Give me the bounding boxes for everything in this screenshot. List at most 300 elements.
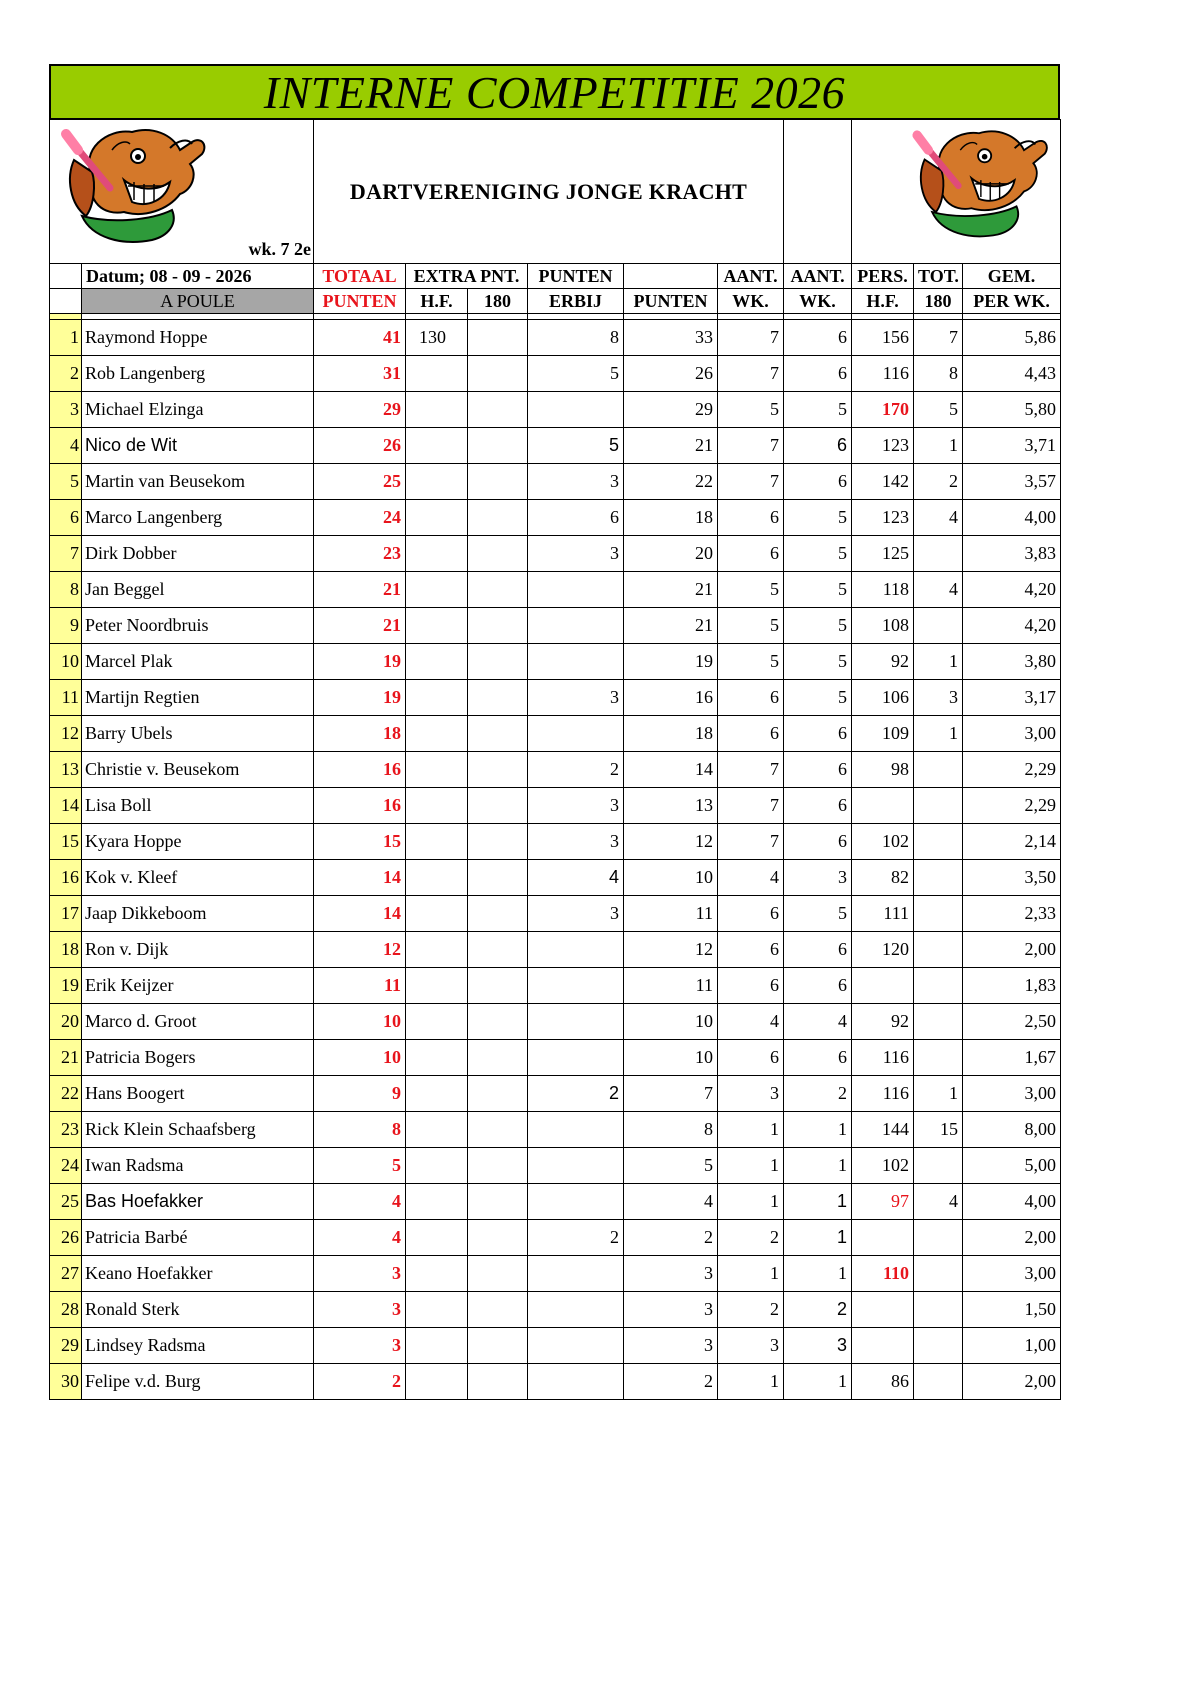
weeks-2: 4	[784, 1004, 852, 1040]
c180-value	[468, 752, 528, 788]
c180-value	[468, 1004, 528, 1040]
table-row	[50, 536, 1061, 572]
header-rank-blank	[50, 264, 82, 289]
weeks-1: 6	[718, 896, 784, 932]
total-points: 3	[314, 1328, 406, 1364]
total-points: 11	[314, 968, 406, 1004]
punten-value: 10	[624, 1004, 718, 1040]
pers-hf-value: 118	[852, 572, 914, 608]
total-points: 16	[314, 788, 406, 824]
banner-blank-cell	[784, 120, 852, 264]
c180-value	[468, 428, 528, 464]
table-row	[50, 320, 1061, 356]
c180-value	[468, 680, 528, 716]
c180-value	[468, 716, 528, 752]
tot-180-value	[914, 1148, 963, 1184]
rank: 3	[50, 392, 82, 428]
hf-value	[406, 1148, 468, 1184]
hf-value	[406, 968, 468, 1004]
punten-value: 8	[624, 1112, 718, 1148]
weeks-2: 2	[784, 1292, 852, 1328]
hf-value	[406, 572, 468, 608]
hf-value	[406, 1220, 468, 1256]
average-per-week: 3,83	[963, 536, 1061, 572]
tot-180-value: 5	[914, 392, 963, 428]
weeks-1: 1	[718, 1184, 784, 1220]
total-points: 3	[314, 1292, 406, 1328]
erbij-value	[528, 1184, 624, 1220]
average-per-week: 5,80	[963, 392, 1061, 428]
c180-value	[468, 572, 528, 608]
weeks-2: 6	[784, 716, 852, 752]
header-tot-180: 180	[914, 289, 963, 314]
weeks-2: 6	[784, 932, 852, 968]
punten-value: 14	[624, 752, 718, 788]
tot-180-value: 8	[914, 356, 963, 392]
punten-value: 5	[624, 1148, 718, 1184]
table-row	[50, 680, 1061, 716]
tot-180-value: 15	[914, 1112, 963, 1148]
weeks-2: 1	[784, 1184, 852, 1220]
c180-value	[468, 1256, 528, 1292]
average-per-week: 3,00	[963, 1076, 1061, 1112]
rank: 27	[50, 1256, 82, 1292]
total-points: 9	[314, 1076, 406, 1112]
hf-value	[406, 500, 468, 536]
weeks-2: 1	[784, 1256, 852, 1292]
weeks-2: 5	[784, 680, 852, 716]
club-name: DARTVERENIGING JONGE KRACHT	[314, 120, 784, 264]
weeks-1: 7	[718, 824, 784, 860]
weeks-1: 5	[718, 608, 784, 644]
rank: 11	[50, 680, 82, 716]
average-per-week: 4,43	[963, 356, 1061, 392]
table-row	[50, 644, 1061, 680]
tot-180-value	[914, 860, 963, 896]
weeks-1: 1	[718, 1364, 784, 1400]
hf-value	[406, 1040, 468, 1076]
header-punten: PUNTEN	[624, 289, 718, 314]
rank: 24	[50, 1148, 82, 1184]
average-per-week: 1,00	[963, 1328, 1061, 1364]
tot-180-value	[914, 752, 963, 788]
header-rank-blank-2	[50, 289, 82, 314]
header-totaal-punten: PUNTEN	[314, 289, 406, 314]
total-points: 12	[314, 932, 406, 968]
header-totaal: TOTAAL	[314, 264, 406, 289]
tot-180-value: 7	[914, 320, 963, 356]
hf-value	[406, 1004, 468, 1040]
hf-value: 130	[406, 320, 468, 356]
player-rows	[50, 320, 1061, 1400]
tot-180-value: 1	[914, 644, 963, 680]
erbij-value	[528, 1364, 624, 1400]
punten-value: 12	[624, 824, 718, 860]
player-name: Barry Ubels	[82, 716, 314, 752]
c180-value	[468, 608, 528, 644]
pers-hf-value: 142	[852, 464, 914, 500]
total-points: 15	[314, 824, 406, 860]
average-per-week: 2,00	[963, 932, 1061, 968]
total-points: 23	[314, 536, 406, 572]
rank: 23	[50, 1112, 82, 1148]
weeks-2: 6	[784, 752, 852, 788]
pers-hf-value: 102	[852, 824, 914, 860]
header-aant-1: AANT.	[718, 264, 784, 289]
table-row	[50, 1148, 1061, 1184]
weeks-2: 6	[784, 464, 852, 500]
pers-hf-value: 106	[852, 680, 914, 716]
c180-value	[468, 1364, 528, 1400]
average-per-week: 3,57	[963, 464, 1061, 500]
hf-value	[406, 644, 468, 680]
rank: 14	[50, 788, 82, 824]
player-name: Kok v. Kleef	[82, 860, 314, 896]
rank: 16	[50, 860, 82, 896]
erbij-value: 3	[528, 464, 624, 500]
header-punten-top: PUNTEN	[528, 264, 624, 289]
pers-hf-value: 156	[852, 320, 914, 356]
table-row	[50, 1112, 1061, 1148]
c180-value	[468, 860, 528, 896]
weeks-2: 5	[784, 608, 852, 644]
dog-mascot-icon	[904, 120, 1054, 249]
weeks-2: 5	[784, 536, 852, 572]
player-name: Ronald Sterk	[82, 1292, 314, 1328]
weeks-1: 5	[718, 392, 784, 428]
standings-table	[49, 119, 1061, 1400]
table-row	[50, 968, 1061, 1004]
weeks-2: 5	[784, 392, 852, 428]
punten-value: 16	[624, 680, 718, 716]
rank: 30	[50, 1364, 82, 1400]
erbij-value	[528, 1292, 624, 1328]
erbij-value: 5	[528, 356, 624, 392]
erbij-value	[528, 1112, 624, 1148]
weeks-2: 1	[784, 1112, 852, 1148]
hf-value	[406, 896, 468, 932]
pers-hf-value	[852, 1328, 914, 1364]
punten-value: 11	[624, 968, 718, 1004]
table-row	[50, 428, 1061, 464]
total-points: 25	[314, 464, 406, 500]
average-per-week: 2,29	[963, 752, 1061, 788]
rank: 19	[50, 968, 82, 1004]
weeks-1: 2	[718, 1220, 784, 1256]
total-points: 4	[314, 1184, 406, 1220]
weeks-1: 7	[718, 464, 784, 500]
pers-hf-value: 98	[852, 752, 914, 788]
weeks-2: 6	[784, 428, 852, 464]
weeks-2: 6	[784, 824, 852, 860]
weeks-2: 6	[784, 356, 852, 392]
tot-180-value	[914, 896, 963, 932]
average-per-week: 2,14	[963, 824, 1061, 860]
player-name: Keano Hoefakker	[82, 1256, 314, 1292]
player-name: Felipe v.d. Burg	[82, 1364, 314, 1400]
banner-right-logo-cell	[852, 120, 1061, 264]
player-name: Martijn Regtien	[82, 680, 314, 716]
weeks-1: 1	[718, 1148, 784, 1184]
rank: 2	[50, 356, 82, 392]
erbij-value: 6	[528, 500, 624, 536]
average-per-week: 1,67	[963, 1040, 1061, 1076]
player-name: Erik Keijzer	[82, 968, 314, 1004]
weeks-1: 4	[718, 860, 784, 896]
pers-hf-value: 102	[852, 1148, 914, 1184]
weeks-1: 7	[718, 428, 784, 464]
player-name: Lindsey Radsma	[82, 1328, 314, 1364]
tot-180-value: 1	[914, 1076, 963, 1112]
weeks-2: 5	[784, 572, 852, 608]
hf-value	[406, 752, 468, 788]
rank: 17	[50, 896, 82, 932]
header-row-1	[50, 264, 1061, 289]
hf-value	[406, 788, 468, 824]
table-row	[50, 1040, 1061, 1076]
tot-180-value: 4	[914, 1184, 963, 1220]
rank: 6	[50, 500, 82, 536]
weeks-2: 5	[784, 644, 852, 680]
pers-hf-value: 123	[852, 500, 914, 536]
weeks-1: 6	[718, 932, 784, 968]
header-pers: PERS.	[852, 264, 914, 289]
table-row	[50, 1328, 1061, 1364]
tot-180-value	[914, 1220, 963, 1256]
punten-value: 33	[624, 320, 718, 356]
pers-hf-value: 144	[852, 1112, 914, 1148]
total-points: 3	[314, 1256, 406, 1292]
average-per-week: 3,00	[963, 1256, 1061, 1292]
total-points: 5	[314, 1148, 406, 1184]
average-per-week: 2,33	[963, 896, 1061, 932]
c180-value	[468, 356, 528, 392]
header-aant-2: AANT.	[784, 264, 852, 289]
player-name: Marco Langenberg	[82, 500, 314, 536]
hf-value	[406, 356, 468, 392]
average-per-week: 4,00	[963, 1184, 1061, 1220]
weeks-2: 2	[784, 1076, 852, 1112]
total-points: 19	[314, 644, 406, 680]
header-per-wk: PER WK.	[963, 289, 1061, 314]
pers-hf-value: 97	[852, 1184, 914, 1220]
weeks-1: 6	[718, 968, 784, 1004]
c180-value	[468, 824, 528, 860]
rank: 1	[50, 320, 82, 356]
pers-hf-value: 116	[852, 1040, 914, 1076]
pers-hf-value: 116	[852, 356, 914, 392]
punten-value: 13	[624, 788, 718, 824]
hf-value	[406, 536, 468, 572]
tot-180-value	[914, 1364, 963, 1400]
erbij-value	[528, 1256, 624, 1292]
player-name: Kyara Hoppe	[82, 824, 314, 860]
tot-180-value: 4	[914, 572, 963, 608]
c180-value	[468, 392, 528, 428]
weeks-1: 4	[718, 1004, 784, 1040]
erbij-value: 8	[528, 320, 624, 356]
total-points: 21	[314, 572, 406, 608]
average-per-week: 2,29	[963, 788, 1061, 824]
average-per-week: 4,20	[963, 572, 1061, 608]
total-points: 10	[314, 1004, 406, 1040]
player-name: Martin van Beusekom	[82, 464, 314, 500]
c180-value	[468, 788, 528, 824]
rank: 4	[50, 428, 82, 464]
pers-hf-value: 110	[852, 1256, 914, 1292]
total-points: 8	[314, 1112, 406, 1148]
c180-value	[468, 1328, 528, 1364]
player-name: Lisa Boll	[82, 788, 314, 824]
table-row	[50, 1292, 1061, 1328]
total-points: 16	[314, 752, 406, 788]
weeks-2: 3	[784, 860, 852, 896]
erbij-value: 3	[528, 680, 624, 716]
punten-value: 21	[624, 572, 718, 608]
total-points: 2	[314, 1364, 406, 1400]
table-row	[50, 1004, 1061, 1040]
pers-hf-value: 86	[852, 1364, 914, 1400]
weeks-1: 6	[718, 680, 784, 716]
table-row	[50, 356, 1061, 392]
punten-value: 12	[624, 932, 718, 968]
total-points: 41	[314, 320, 406, 356]
total-points: 18	[314, 716, 406, 752]
erbij-value: 3	[528, 824, 624, 860]
average-per-week: 3,80	[963, 644, 1061, 680]
page-title: INTERNE COMPETITIE 2026	[49, 64, 1060, 119]
player-name: Dirk Dobber	[82, 536, 314, 572]
average-per-week: 4,20	[963, 608, 1061, 644]
weeks-2: 6	[784, 1040, 852, 1076]
punten-value: 3	[624, 1328, 718, 1364]
hf-value	[406, 1328, 468, 1364]
table-row	[50, 1256, 1061, 1292]
erbij-value: 2	[528, 1220, 624, 1256]
header-extra-pnt: EXTRA PNT.	[406, 264, 528, 289]
table-row	[50, 1076, 1061, 1112]
erbij-value	[528, 1004, 624, 1040]
hf-value	[406, 392, 468, 428]
weeks-1: 7	[718, 752, 784, 788]
player-name: Patricia Bogers	[82, 1040, 314, 1076]
hf-value	[406, 1364, 468, 1400]
weeks-1: 6	[718, 1040, 784, 1076]
total-points: 10	[314, 1040, 406, 1076]
weeks-1: 3	[718, 1328, 784, 1364]
header-tot: TOT.	[914, 264, 963, 289]
average-per-week: 1,83	[963, 968, 1061, 1004]
player-name: Jan Beggel	[82, 572, 314, 608]
rank: 20	[50, 1004, 82, 1040]
total-points: 4	[314, 1220, 406, 1256]
c180-value	[468, 536, 528, 572]
pers-hf-value: 125	[852, 536, 914, 572]
erbij-value: 2	[528, 752, 624, 788]
rank: 28	[50, 1292, 82, 1328]
pers-hf-value	[852, 1220, 914, 1256]
c180-value	[468, 1292, 528, 1328]
erbij-value: 5	[528, 428, 624, 464]
erbij-value: 3	[528, 788, 624, 824]
rank: 21	[50, 1040, 82, 1076]
header-wk-2: WK.	[784, 289, 852, 314]
header-erbij: ERBIJ	[528, 289, 624, 314]
weeks-1: 2	[718, 1292, 784, 1328]
tot-180-value	[914, 1004, 963, 1040]
weeks-1: 6	[718, 536, 784, 572]
hf-value	[406, 680, 468, 716]
player-name: Ron v. Dijk	[82, 932, 314, 968]
player-name: Marcel Plak	[82, 644, 314, 680]
player-name: Hans Boogert	[82, 1076, 314, 1112]
erbij-value	[528, 572, 624, 608]
c180-value	[468, 1112, 528, 1148]
weeks-2: 6	[784, 788, 852, 824]
rank: 26	[50, 1220, 82, 1256]
punten-value: 3	[624, 1292, 718, 1328]
c180-value	[468, 932, 528, 968]
weeks-2: 1	[784, 1220, 852, 1256]
weeks-1: 5	[718, 572, 784, 608]
pers-hf-value: 123	[852, 428, 914, 464]
player-name: Christie v. Beusekom	[82, 752, 314, 788]
c180-value	[468, 1076, 528, 1112]
erbij-value: 2	[528, 1076, 624, 1112]
average-per-week: 3,00	[963, 716, 1061, 752]
weeks-1: 6	[718, 716, 784, 752]
erbij-value	[528, 968, 624, 1004]
rank: 22	[50, 1076, 82, 1112]
punten-value: 4	[624, 1184, 718, 1220]
table-row	[50, 1184, 1061, 1220]
erbij-value: 3	[528, 896, 624, 932]
table-row	[50, 752, 1061, 788]
hf-value	[406, 716, 468, 752]
date-label: Datum; 08 - 09 - 2026	[82, 264, 314, 289]
erbij-value	[528, 932, 624, 968]
average-per-week: 2,50	[963, 1004, 1061, 1040]
table-row	[50, 860, 1061, 896]
total-points: 19	[314, 680, 406, 716]
rank: 13	[50, 752, 82, 788]
total-points: 24	[314, 500, 406, 536]
rank: 10	[50, 644, 82, 680]
tot-180-value: 4	[914, 500, 963, 536]
rank: 12	[50, 716, 82, 752]
average-per-week: 2,00	[963, 1220, 1061, 1256]
c180-value	[468, 1220, 528, 1256]
punten-value: 21	[624, 428, 718, 464]
tot-180-value: 3	[914, 680, 963, 716]
table-row	[50, 1364, 1061, 1400]
player-name: Nico de Wit	[82, 428, 314, 464]
dog-mascot-icon	[52, 120, 212, 253]
c180-value	[468, 1148, 528, 1184]
total-points: 14	[314, 896, 406, 932]
hf-value	[406, 428, 468, 464]
table-row	[50, 608, 1061, 644]
punten-value: 10	[624, 860, 718, 896]
weeks-2: 1	[784, 1148, 852, 1184]
punten-value: 7	[624, 1076, 718, 1112]
average-per-week: 1,50	[963, 1292, 1061, 1328]
total-points: 29	[314, 392, 406, 428]
erbij-value: 3	[528, 536, 624, 572]
pers-hf-value	[852, 1292, 914, 1328]
tot-180-value	[914, 536, 963, 572]
pers-hf-value	[852, 968, 914, 1004]
